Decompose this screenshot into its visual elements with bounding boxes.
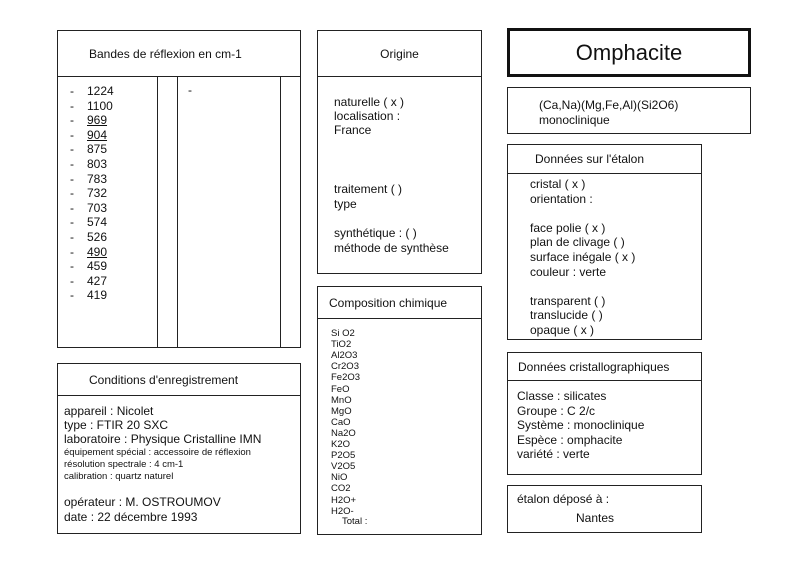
bands-panel [57, 30, 301, 348]
band-value: 574 [87, 215, 108, 230]
composition-item: Al2O3 [331, 350, 358, 362]
composition-item: H2O+ [331, 494, 357, 506]
depot-label: étalon déposé à : [517, 492, 610, 506]
etalon-line: translucide ( ) [530, 308, 603, 323]
equipement: équipement spécial : accessoire de réflexion [64, 447, 251, 458]
crystal-system: monoclinique [539, 113, 610, 127]
etalon-panel [507, 144, 702, 340]
traitement: traitement ( ) [334, 182, 403, 196]
band-value: 1224 [87, 84, 114, 98]
band-value: 732 [87, 186, 108, 201]
composition-item: Cr2O3 [331, 361, 359, 373]
band-dash: - [70, 215, 74, 230]
band-dash: - [70, 113, 74, 128]
resolution: résolution spectrale : 4 cm-1 [64, 459, 184, 470]
band-dash: - [70, 84, 74, 98]
bands-divider-3 [280, 77, 281, 347]
composition-item: Si O2 [331, 328, 355, 339]
conditions-panel [57, 363, 301, 534]
band-dash: - [70, 157, 74, 171]
depot-lieu: Nantes [576, 511, 615, 525]
band-value: 783 [87, 171, 108, 186]
band-dash: - [70, 288, 74, 303]
synthetique: synthétique : ( ) [334, 226, 417, 240]
composition-item: Fe2O3 [331, 372, 361, 384]
etalon-line: opaque ( x ) [530, 323, 595, 337]
band-dash: - [70, 142, 74, 157]
composition-item: MnO [331, 394, 352, 406]
etalon-line: face polie ( x ) [530, 220, 606, 235]
etalon-line: cristal ( x ) [530, 177, 586, 191]
composition-item: MgO [331, 405, 352, 417]
etalon-line: orientation : [530, 191, 593, 206]
composition-item: Na2O [331, 427, 356, 439]
band-dash: - [70, 244, 74, 259]
bands-second-col-dash: - [188, 83, 192, 97]
band-dash: - [70, 230, 74, 244]
band-value: 875 [87, 142, 108, 157]
composition-item: TiO2 [331, 339, 352, 351]
type-appareil: type : FTIR 20 SXC [64, 418, 169, 432]
pays: France [334, 123, 372, 137]
composition-item: CO2 [331, 483, 351, 495]
bands-header [58, 31, 300, 77]
etalon-header [508, 145, 701, 174]
cristallo-line: variété : verte [517, 447, 590, 462]
cristallo-line: Espèce : omphacite [517, 432, 623, 447]
type-traitement: type [334, 197, 357, 211]
cristallo-line: Système : monoclinique [517, 418, 645, 433]
band-value: 904 [87, 127, 108, 142]
formula: (Ca,Na)(Mg,Fe,Al)(Si2O6) [539, 98, 679, 112]
calibration: calibration : quartz naturel [64, 471, 174, 482]
origine-header [318, 31, 481, 77]
band-value: 459 [87, 259, 108, 274]
composition-item: CaO [331, 416, 351, 428]
band-dash: - [70, 200, 74, 215]
band-dash: - [70, 171, 74, 186]
conditions-title: Conditions d'enregistrement [89, 372, 239, 387]
composition-title: Composition chimique [329, 295, 448, 310]
band-value: 703 [87, 200, 108, 215]
localisation: localisation : [334, 109, 401, 123]
band-dash: - [70, 273, 74, 288]
operateur: opérateur : M. OSTROUMOV [64, 495, 221, 509]
composition-item: NiO [331, 472, 348, 484]
composition-item: V2O5 [331, 461, 356, 473]
band-value: 490 [87, 244, 108, 259]
depot-panel [507, 485, 702, 533]
composition-item: H2O- [331, 505, 354, 517]
band-value: 526 [87, 230, 108, 244]
band-value: 969 [87, 113, 108, 128]
cristallo-panel [507, 352, 702, 475]
composition-item: P2O5 [331, 450, 356, 462]
date: date : 22 décembre 1993 [64, 510, 198, 524]
etalon-line: transparent ( ) [530, 293, 606, 308]
cristallo-line: Groupe : C 2/c [517, 403, 596, 418]
composition-item: K2O [331, 439, 351, 450]
formula-panel [507, 87, 751, 134]
band-dash: - [70, 186, 74, 201]
bands-title: Bandes de réflexion en cm-1 [89, 46, 242, 61]
band-value: 427 [87, 273, 108, 288]
etalon-line: couleur : verte [530, 264, 607, 279]
origine-title: Origine [380, 46, 419, 61]
cristallo-header [508, 353, 701, 381]
cristallo-line: Classe : silicates [517, 389, 607, 403]
band-dash: - [70, 98, 74, 113]
etalon-line: plan de clivage ( ) [530, 235, 625, 250]
mineral-name: Omphacite [575, 39, 683, 65]
methode-synthese: méthode de synthèse [334, 241, 449, 255]
cristallo-title: Données cristallographiques [518, 359, 670, 374]
bands-divider-2 [177, 77, 178, 347]
composition-header [318, 287, 481, 319]
composition-panel [317, 286, 482, 535]
band-value: 419 [87, 288, 108, 303]
composition-item: FeO [331, 383, 350, 395]
band-dash: - [70, 127, 74, 142]
band-dash: - [70, 259, 74, 274]
bands-divider-1 [157, 77, 158, 347]
etalon-line: surface inégale ( x ) [530, 250, 636, 264]
conditions-header [58, 364, 300, 396]
band-value: 1100 [87, 98, 113, 113]
naturelle: naturelle ( x ) [334, 95, 405, 109]
origine-panel [317, 30, 482, 274]
mineral-name-panel [507, 28, 751, 77]
band-value: 803 [87, 157, 108, 171]
appareil: appareil : Nicolet [64, 404, 154, 418]
composition-total: Total : [342, 516, 368, 527]
etalon-title: Données sur l'étalon [535, 152, 645, 166]
laboratoire: laboratoire : Physique Cristalline IMN [64, 432, 262, 446]
